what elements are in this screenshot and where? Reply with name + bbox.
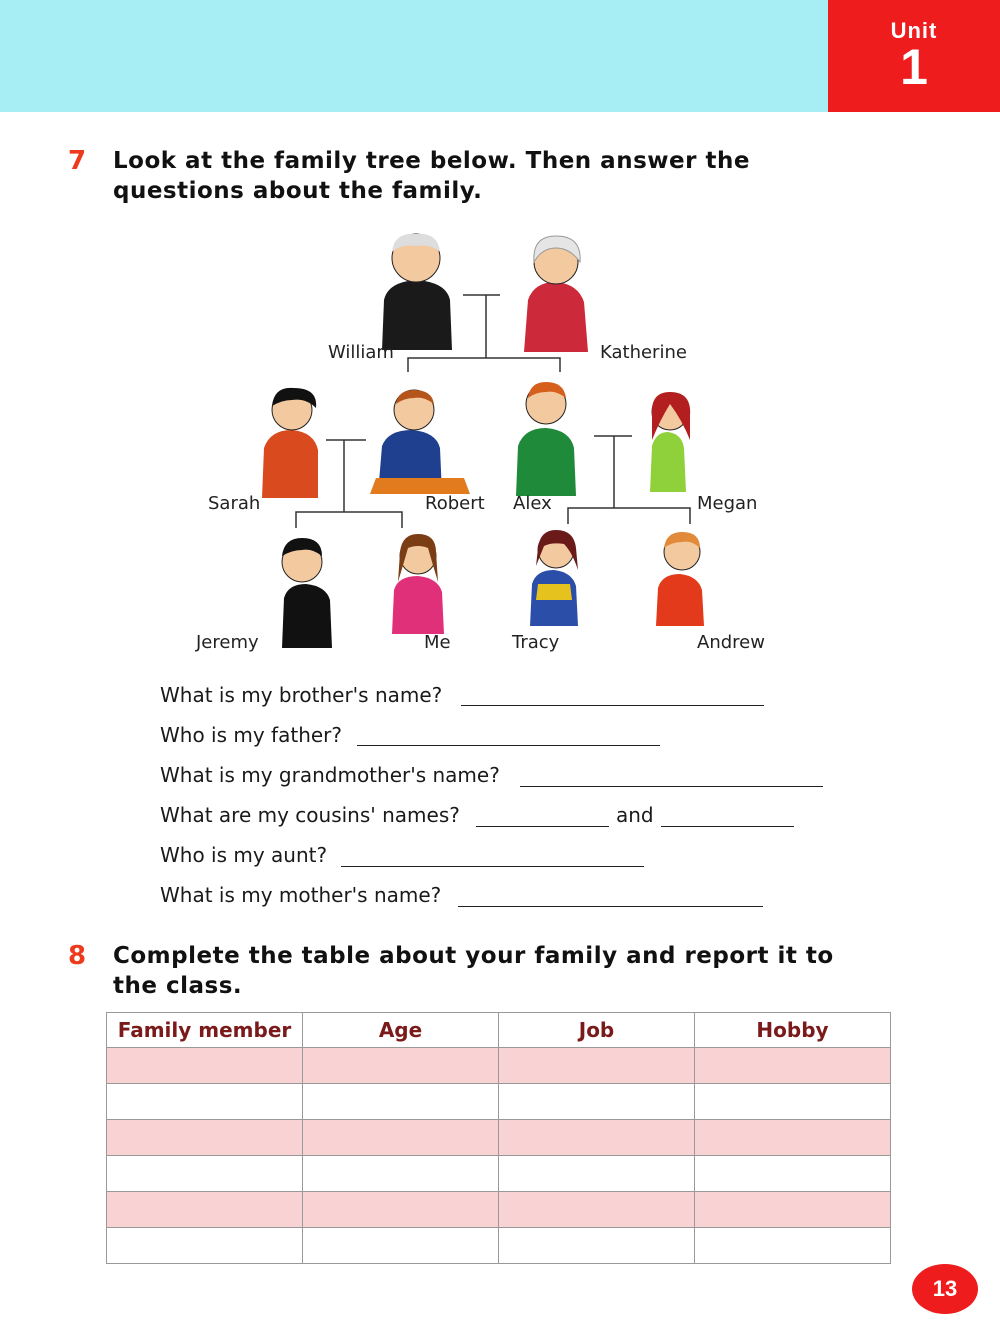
table-row [107, 1120, 891, 1156]
katherine-figure [524, 236, 588, 352]
table-cell[interactable] [107, 1156, 303, 1192]
question-father: Who is my father? [160, 723, 343, 747]
table-row [107, 1048, 891, 1084]
tree-connectors [296, 295, 690, 528]
label-tracy: Tracy [512, 632, 560, 653]
table-cell[interactable] [303, 1156, 499, 1192]
robert-figure [370, 390, 470, 494]
table-cell[interactable] [499, 1156, 695, 1192]
exercise-7-number: 7 [68, 146, 87, 176]
family-table [106, 1012, 891, 1264]
label-me: Me [424, 632, 451, 653]
table-cell[interactable] [695, 1120, 891, 1156]
column-header-hobby: Hobby [695, 1013, 891, 1048]
label-william: William [328, 342, 394, 363]
question-cousins: What are my cousins' names? [160, 803, 460, 827]
table-cell[interactable] [107, 1048, 303, 1084]
label-megan: Megan [697, 493, 758, 514]
page-number: 13 [912, 1264, 978, 1314]
table-cell[interactable] [695, 1192, 891, 1228]
megan-figure [650, 392, 690, 492]
question-brother: What is my brother's name? [160, 683, 443, 707]
table-cell[interactable] [303, 1192, 499, 1228]
label-alex: Alex [513, 493, 552, 514]
question-cousins-and: and [616, 803, 654, 827]
alex-figure [516, 382, 576, 496]
table-cell[interactable] [499, 1084, 695, 1120]
answer-line-cousin-2[interactable] [661, 826, 794, 827]
label-sarah: Sarah [208, 493, 261, 514]
label-jeremy: Jeremy [196, 632, 259, 653]
exercise-7-instruction-line1: Look at the family tree below. Then answer the [113, 148, 750, 174]
exercise-8-number: 8 [68, 941, 87, 971]
table-cell[interactable] [107, 1084, 303, 1120]
column-header-family-member: Family member [107, 1013, 303, 1048]
question-aunt: Who is my aunt? [160, 843, 328, 867]
table-cell[interactable] [107, 1120, 303, 1156]
me-figure [392, 534, 444, 634]
exercise-8-instruction [113, 941, 834, 1001]
answer-line-mother[interactable] [458, 906, 763, 907]
answer-line-aunt[interactable] [341, 866, 644, 867]
table-cell[interactable] [303, 1228, 499, 1264]
table-header-row [107, 1013, 891, 1048]
table-cell[interactable] [107, 1228, 303, 1264]
answer-line-cousin-1[interactable] [476, 826, 609, 827]
table-row [107, 1228, 891, 1264]
table-cell[interactable] [107, 1192, 303, 1228]
table-cell[interactable] [499, 1048, 695, 1084]
column-header-job: Job [499, 1013, 695, 1048]
table-cell[interactable] [695, 1048, 891, 1084]
table-cell[interactable] [695, 1228, 891, 1264]
table-cell[interactable] [499, 1120, 695, 1156]
table-cell[interactable] [695, 1156, 891, 1192]
table-cell[interactable] [303, 1084, 499, 1120]
exercise-7-instruction-line2: questions about the family. [113, 178, 483, 204]
table-cell[interactable] [303, 1048, 499, 1084]
jeremy-figure [282, 538, 332, 648]
sarah-figure [262, 388, 318, 498]
unit-number: 1 [900, 39, 928, 95]
unit-label: Unit [890, 18, 938, 43]
answer-line-brother[interactable] [461, 705, 764, 706]
andrew-figure [656, 532, 704, 626]
table-row [107, 1156, 891, 1192]
answer-line-grandmother[interactable] [520, 786, 823, 787]
question-grandmother: What is my grandmother's name? [160, 763, 500, 787]
answer-line-father[interactable] [357, 745, 660, 746]
exercise-8-instruction-line1: Complete the table about your family and report it to [113, 943, 834, 969]
label-andrew: Andrew [697, 632, 765, 653]
exercise-8-instruction-line2: the class. [113, 973, 243, 999]
william-figure [382, 234, 452, 350]
table-cell[interactable] [695, 1084, 891, 1120]
table-row [107, 1192, 891, 1228]
label-robert: Robert [425, 493, 485, 514]
table-cell[interactable] [499, 1228, 695, 1264]
question-mother: What is my mother's name? [160, 883, 442, 907]
table-cell[interactable] [303, 1120, 499, 1156]
tracy-figure [530, 530, 578, 626]
column-header-age: Age [303, 1013, 499, 1048]
table-cell[interactable] [499, 1192, 695, 1228]
label-katherine: Katherine [600, 342, 687, 363]
table-row [107, 1084, 891, 1120]
